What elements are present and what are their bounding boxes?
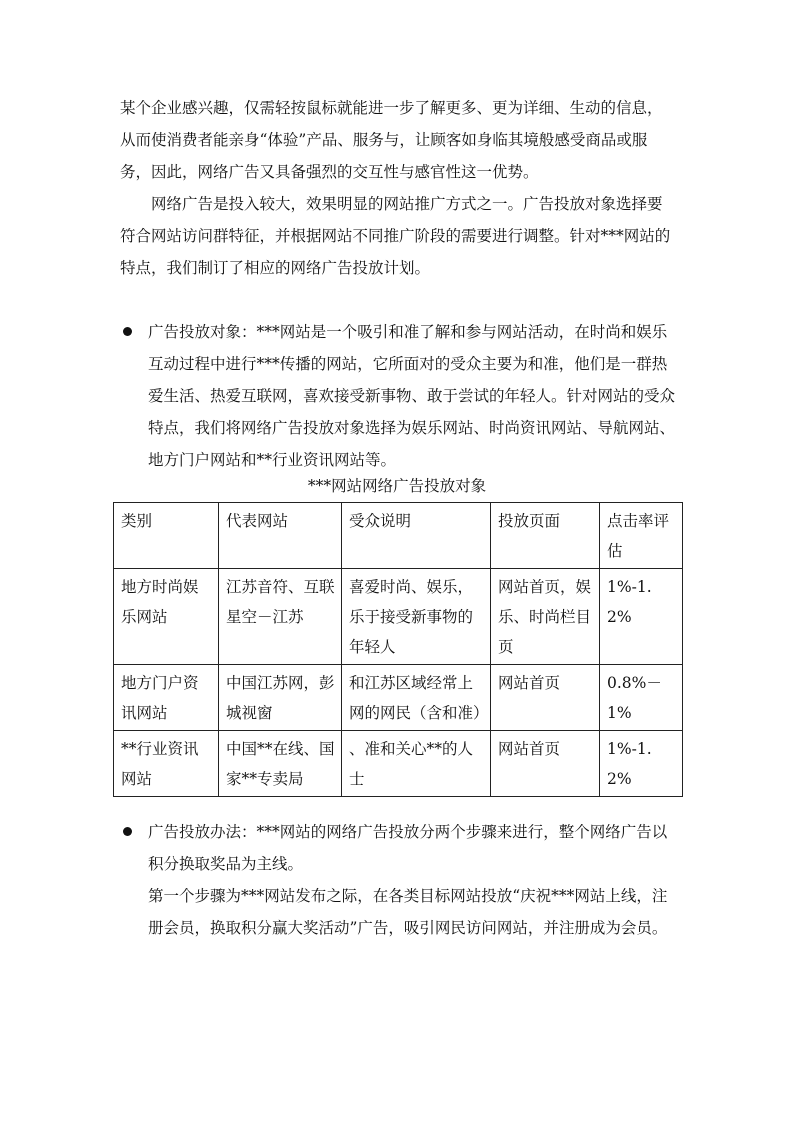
bullet-ad-method-text: 广告投放办法：***网站的网络广告投放分两个步骤来进行，整个网络广告以积分换取奖品为主线。 (148, 823, 668, 873)
table-cell: 喜爱时尚、娱乐，乐于接受新事物的年轻人 (342, 569, 491, 665)
table-cell: 、准和关心**的人士 (342, 731, 491, 797)
bullet-ad-targets-text: 广告投放对象：***网站是一个吸引和准了解和参与网站活动，在时尚和娱乐互动过程中进行***传播的网站，它所面对的受众主要为和准，他们是一群热爱生活、热爱互联网，喜欢接受新事物、敢于尝试的年轻人。针对网站的受众特点，我们将网络广告投放对象选择为娱乐网站、时尚资讯网站、导航网站、地方门户网站和**行业资讯网站等。 (148, 323, 676, 469)
table-header-cell: 投放页面 (491, 503, 600, 569)
bullet-dot-icon (123, 827, 132, 836)
table-cell: **行业资讯网站 (114, 731, 219, 797)
table-cell: 地方时尚娱乐网站 (114, 569, 219, 665)
table-cell: 网站首页，娱乐、时尚栏目页 (491, 569, 600, 665)
table-cell: 网站首页 (491, 665, 600, 731)
table-cell: 中国**在线、国家**专卖局 (219, 731, 342, 797)
table-cell: 1%-1.2% (600, 569, 683, 665)
table-header-cell: 受众说明 (342, 503, 491, 569)
table-cell: 1%-1.2% (600, 731, 683, 797)
bullet-dot-icon (123, 327, 132, 336)
intro-paragraph: 某个企业感兴趣，仅需轻按鼠标就能进一步了解更多、更为详细、生动的信息，从而使消费者能亲身“体验”产品、服务与，让顾客如身临其境般感受商品或服务，因此，网络广告又具备强烈的交互性与感官性这一优势。 (120, 99, 663, 181)
table-cell: 网站首页 (491, 731, 600, 797)
table-cell: 0.8%－1% (600, 665, 683, 731)
step-one-paragraph: 第一个步骤为***网站发布之际，在各类目标网站投放“庆祝***网站上线，注册会员，换取积分赢大奖活动”广告，吸引网民访问网站，并注册成为会员。 (148, 887, 668, 937)
table-row (114, 665, 683, 731)
table-cell: 地方门户资讯网站 (114, 665, 219, 731)
table-cell: 江苏音符、互联星空－江苏 (219, 569, 342, 665)
table-header-cell: 类别 (114, 503, 219, 569)
table-header-cell: 点击率评估 (600, 503, 683, 569)
table-header-cell: 代表网站 (219, 503, 342, 569)
table-caption: ***网站网络广告投放对象 (307, 477, 487, 495)
table-cell: 和江苏区域经常上网的网民（含和准） (342, 665, 491, 731)
ad-targets-table (113, 502, 683, 797)
table-row (114, 731, 683, 797)
table-cell: 中国江苏网，彭城视窗 (219, 665, 342, 731)
table-row (114, 569, 683, 665)
ad-strategy-paragraph: 网络广告是投入较大，效果明显的网站推广方式之一。广告投放对象选择要符合网站访问群特征，并根据网站不同推广阶段的需要进行调整。针对***网站的特点，我们制订了相应的网络广告投放计划。 (120, 195, 671, 277)
table-header-row (114, 503, 683, 569)
